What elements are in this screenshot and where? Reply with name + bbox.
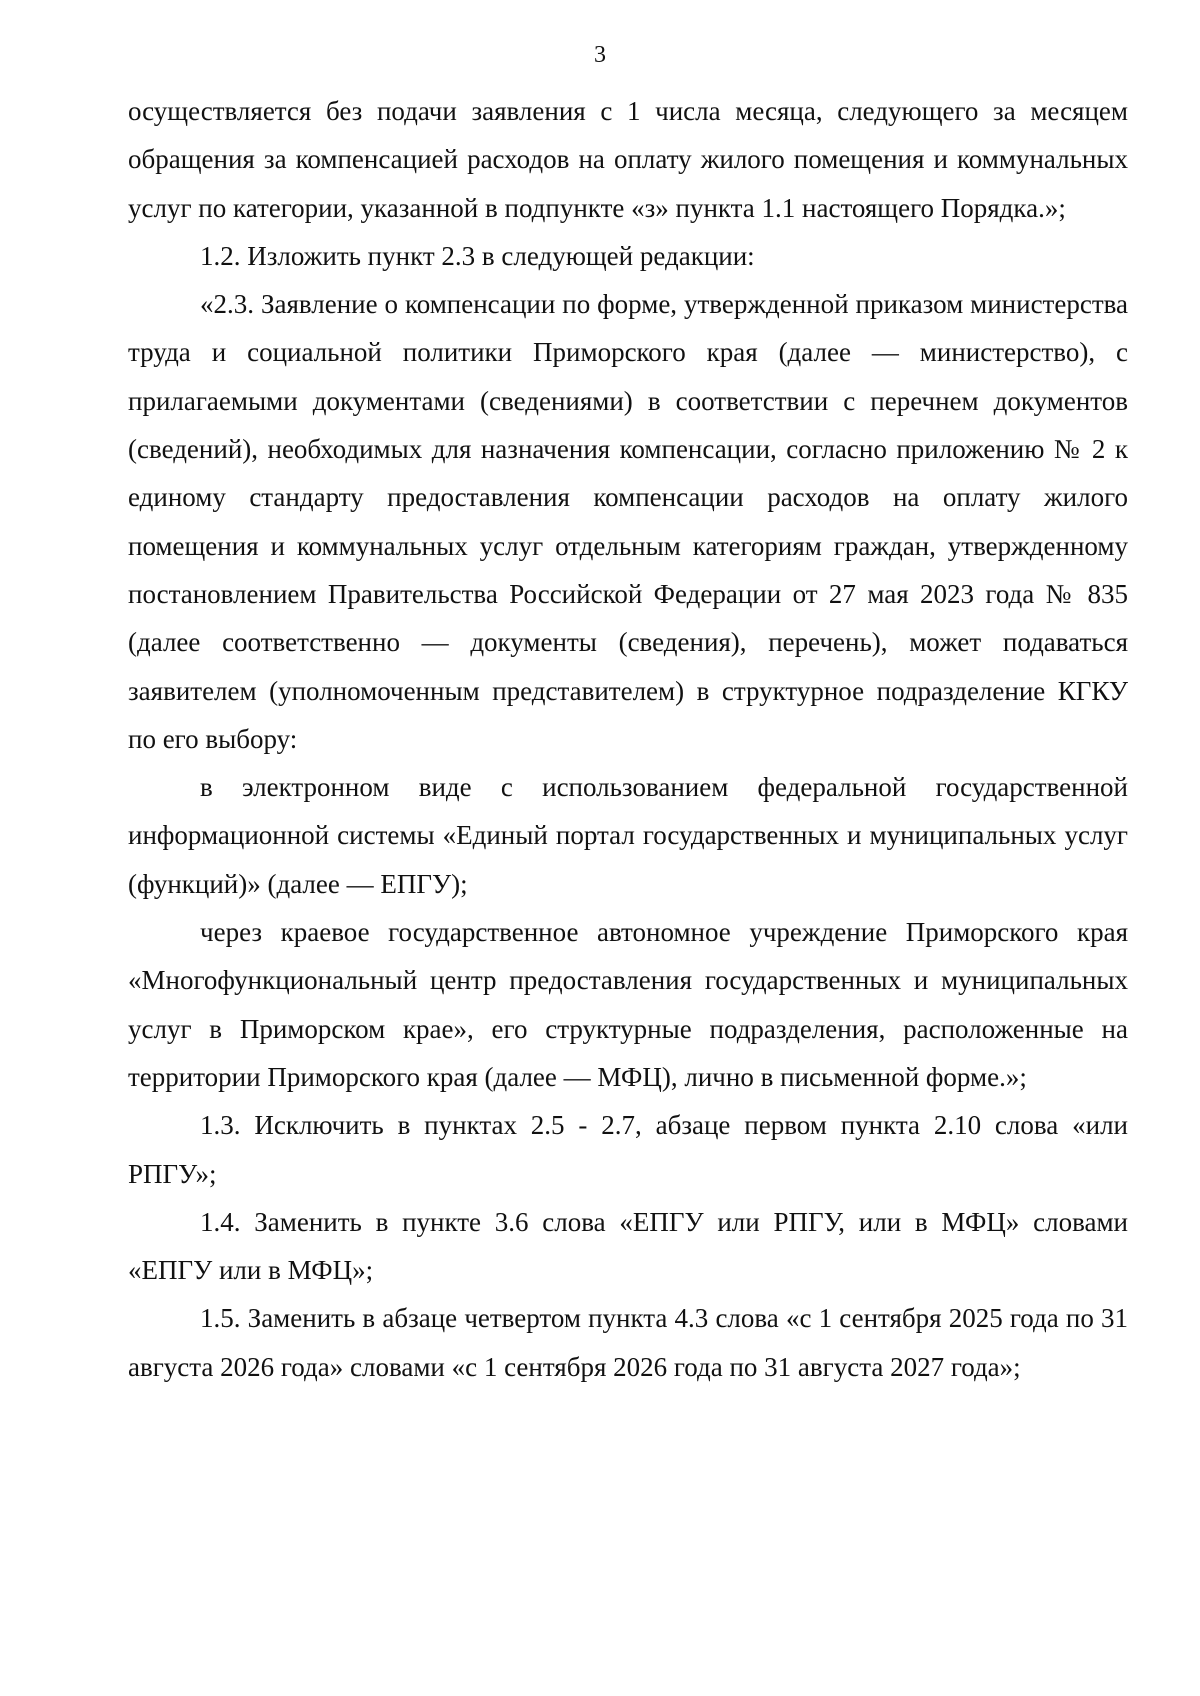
paragraph-item-2-3: «2.3. Заявление о компенсации по форме, утвержденной приказом министерства труда и социальной политики Приморского края (далее — министерство), с прилагаемыми документами (сведениями) в соответствии с перечнем документов (сведений), необходимых для назначения компенсации, согласно приложению № 2 к единому стандарту предоставления компенсации расходов на оплату жилого помещения и коммунальных услуг отдельным категориям граждан, утвержденному постановлением Правительства Российской Федерации от 27 мая 2023 года № 835 (далее соответственно — документы (сведения), перечень), может подаваться заявителем (уполномоченным представителем) в структурное подразделение КГКУ по его выбору: [128,289,1128,754]
paragraph-item-1-2: 1.2. Изложить пункт 2.3 в следующей редакции: [200,240,755,271]
document-body [128,87,1128,1391]
paragraph-item-1-4: 1.4. Заменить в пункте 3.6 слова «ЕПГУ или РПГУ, или в МФЦ» словами «ЕПГУ или в МФЦ»; [128,1206,1128,1286]
page-number: 3 [594,42,606,68]
paragraph-continuation: осуществляется без подачи заявления с 1 числа месяца, следующего за месяцем обращения за компенсацией расходов на оплату жилого помещения и коммунальных услуг по категории, указанной в подпункте «з» пункта 1.1 настоящего Порядка.»; [128,96,1128,223]
paragraph-mfc: через краевое государственное автономное учреждение Приморского края «Многофункциональный центр предоставления государственных и муниципальных услуг в Приморском крае», его структурные подразделения, расположенные на территории Приморского края (далее — МФЦ), лично в письменной форме.»; [128,917,1128,1092]
paragraph-item-1-3: 1.3. Исключить в пунктах 2.5 - 2.7, абзаце первом пункта 2.10 слова «или РПГУ»; [128,1110,1128,1189]
paragraph-item-1-5: 1.5. Заменить в абзаце четвертом пункта 4.3 слова «с 1 сентября 2025 года по 31 августа 2026 года» словами «с 1 сентября 2026 года по 31 августа 2027 года»; [128,1303,1128,1382]
paragraph-epgu: в электронном виде с использованием федеральной государственной информационной системы «Единый портал государственных и муниципальных услуг (функций)» (далее — ЕПГУ); [128,772,1128,899]
